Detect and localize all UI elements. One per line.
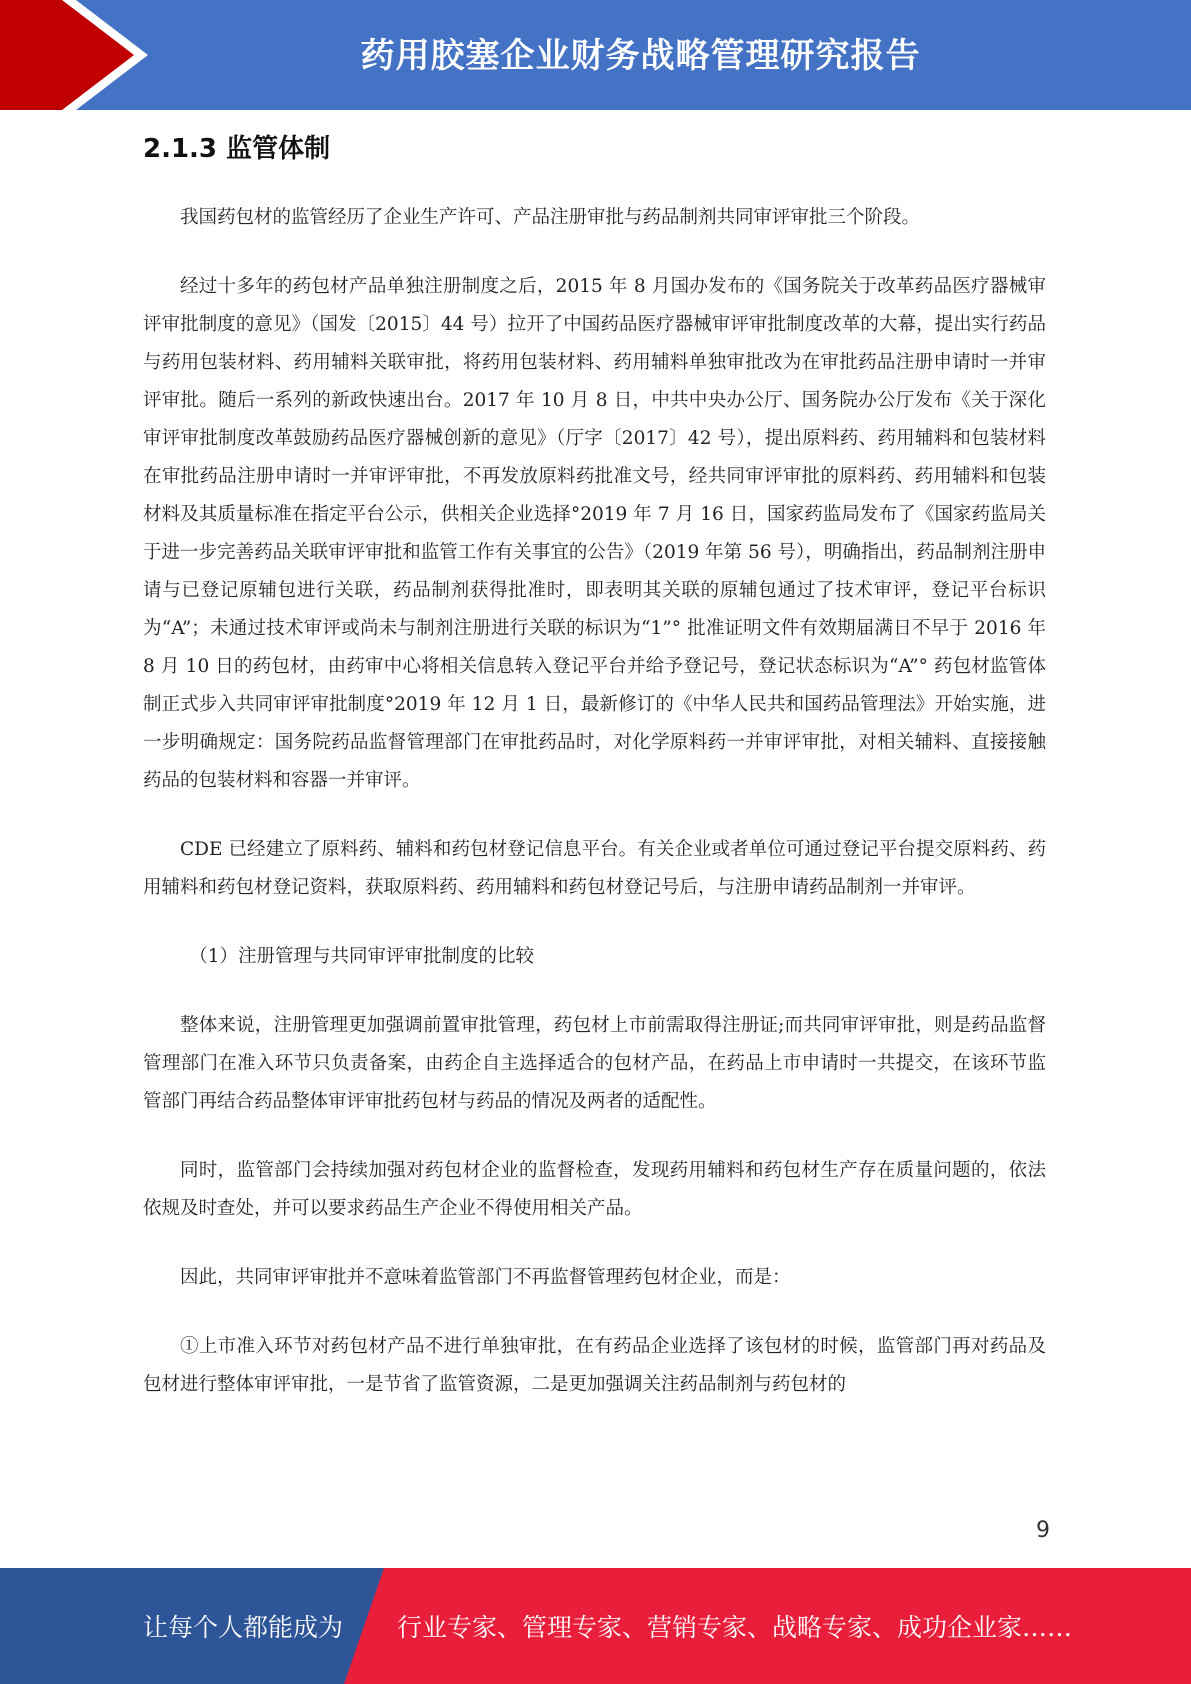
paragraph-history: 经过十多年的药包材产品单独注册制度之后，2015 年 8 月国办发布的《国务院关于改革药品医疗器械审评审批制度的意见》（国发〔2015〕44 号）拉开了中国药品医疗器械审评审批制度改革的大幕，提出实行药品与药用包装材料、药用辅料关联审批，将药用包装材料、药用辅料单独审批改为在审批药品注册申请时一并审评审批。随后一系列的新政快速出台。2017 年 10 月 8 日，中共中央办公厅、国务院办公厅发布《关于深化审评审批制度改革鼓励药品医疗器械创新的意见》（厅字〔2017〕42 号），提出原料药、药用辅料和包装材料在审批药品注册申请时一并审评审批，不再发放原料药批准文号，经共同审评审批的原料药、药用辅料和包装材料及其质量标准在指定平台公示，供相关企业选择°2019 年 7 月 16 日，国家药监局发布了《国家药监局关于进一步完善药品关联审评审批和监管工作有关事宜的公告》（2019 年第 56 号），明确指出，药品制剂注册申请与已登记原辅包进行关联，药品制剂获得批准时，即表明其关联的原辅包通过了技术审评，登记平台标识为“A”；未通过技术审评或尚未与制剂注册进行关联的标识为“1”° 批准证明文件有效期届满日不早于 2016 年 8 月 10 日的药包材，由药审中心将相关信息转入登记平台并给予登记号，登记状态标识为“A”° 药包材监管体制正式步入共同审评审批制度°2019 年 12 月 1 日，最新修订的《中华人民共和国药品管理法》开始实施，进一步明确规定：国务院药品监督管理部门在审批药品时，对化学原料药一并审评审批，对相关辅料、直接接触药品的包装材料和容器一并审评。 bbox=[143, 276, 1046, 791]
subheading-comparison: （1）注册管理与共同审评审批制度的比较 bbox=[189, 946, 535, 967]
page-header bbox=[0, 0, 1191, 110]
page-number: 9 bbox=[1036, 1518, 1050, 1543]
paragraph-intro: 我国药包材的监管经历了企业生产许可、产品注册审批与药品制剂共同审评审批三个阶段。 bbox=[180, 207, 921, 228]
report-title: 药用胶塞企业财务战略管理研究报告 bbox=[360, 36, 921, 76]
paragraph-cde-platform: CDE 已经建立了原料药、辅料和药包材登记信息平台。有关企业或者单位可通过登记平台提交原料药、药用辅料和药包材登记资料，获取原料药、药用辅料和药包材登记号后，与注册申请药品制剂一并审评。 bbox=[143, 839, 1046, 898]
section-heading: 2.1.3 监管体制 bbox=[143, 134, 331, 164]
paragraph-therefore: 因此，共同审评审批并不意味着监管部门不再监督管理药包材企业，而是： bbox=[180, 1267, 791, 1288]
paragraph-supervision: 同时，监管部门会持续加强对药包材企业的监督检查，发现药用辅料和药包材生产存在质量问题的，依法依规及时查处，并可以要求药品生产企业不得使用相关产品。 bbox=[143, 1160, 1046, 1219]
main-content bbox=[143, 128, 1046, 1435]
footer-slogan-right: 行业专家、管理专家、营销专家、战略专家、成功企业家…… bbox=[397, 1613, 1073, 1642]
page-footer bbox=[0, 1568, 1191, 1684]
paragraph-comparison: 整体来说，注册管理更加强调前置审批管理，药包材上市前需取得注册证;而共同审评审批，则是药品监督管理部门在准入环节只负责备案，由药企自主选择适合的包材产品，在药品上市申请时一共提交，在该环节监管部门再结合药品整体审评审批药包材与药品的情况及两者的适配性。 bbox=[143, 1015, 1046, 1112]
paragraph-point-one: ①上市准入环节对药包材产品不进行单独审批，在有药品企业选择了该包材的时候，监管部门再对药品及包材进行整体审评审批，一是节省了监管资源，二是更加强调关注药品制剂与药包材的 bbox=[143, 1336, 1046, 1395]
footer-slogan-left: 让每个人都能成为 bbox=[143, 1613, 344, 1642]
